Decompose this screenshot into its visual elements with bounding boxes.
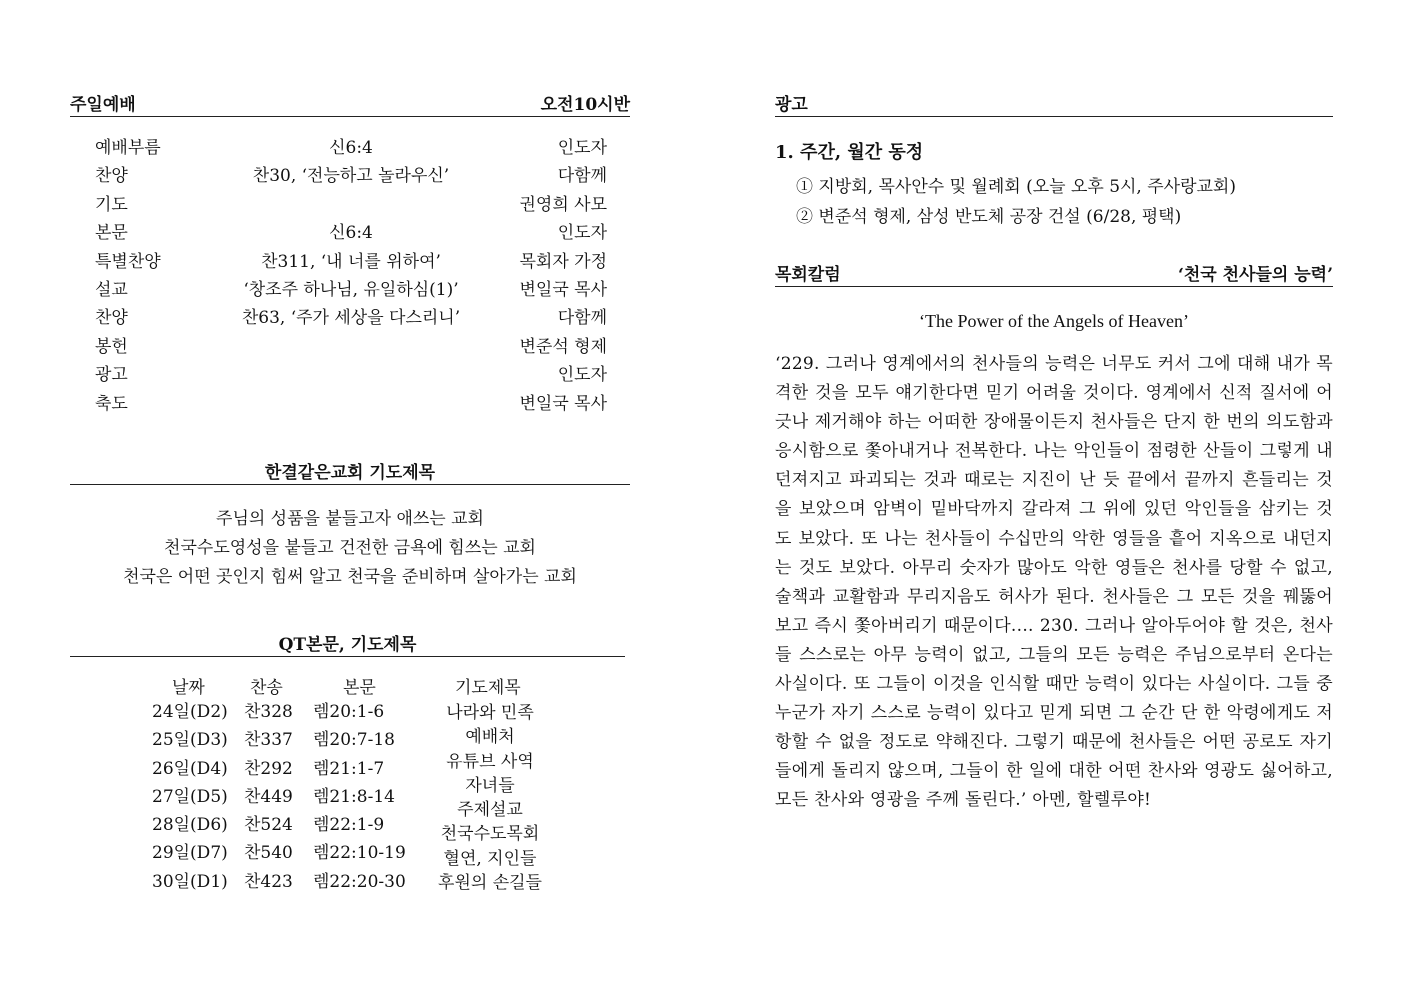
column-label: 목회칼럼 <box>775 265 841 285</box>
qt-hymn: 찬337 <box>244 730 293 751</box>
service-row-name: 본문 <box>95 223 128 244</box>
qt-hymn: 찬524 <box>244 815 293 836</box>
qt-text: 렘20:7-18 <box>313 730 395 751</box>
qt-header-text: 본문 <box>343 678 376 698</box>
service-row-leader: 권영희 사모 <box>519 194 607 215</box>
service-row-name: 봉헌 <box>95 336 128 357</box>
service-row-leader: 다함께 <box>557 166 607 187</box>
service-time: 오전10시반 <box>540 95 630 115</box>
service-row-leader: 인도자 <box>557 138 607 158</box>
qt-prayer-item: 나라와 민족 <box>446 703 534 723</box>
service-row-name: 특별찬양 <box>95 251 161 272</box>
service-row-leader: 변일국 목사 <box>519 393 607 414</box>
qt-header-prayer: 기도제목 <box>455 678 521 698</box>
qt-header-hymn: 찬송 <box>250 678 283 698</box>
column-title-kr: ‘천국 천사들의 능력’ <box>1177 265 1333 285</box>
service-row-content: 찬63, ‘주가 세상을 다스리니’ <box>241 308 461 329</box>
qt-date: 29일(D7) <box>152 843 228 864</box>
service-row <box>95 218 607 246</box>
qt-prayer-item: 자녀들 <box>465 775 515 796</box>
qt-hymn: 찬423 <box>244 871 293 892</box>
qt-text: 렘22:10-19 <box>313 843 406 864</box>
ads-heading: 1. 주간, 월간 동정 <box>775 142 924 163</box>
qt-hymn: 찬292 <box>244 758 293 779</box>
service-row-content: 찬30, ‘전능하고 놀라우신’ <box>252 166 450 187</box>
service-row <box>95 190 607 218</box>
qt-text: 렘21:1-7 <box>313 758 385 779</box>
service-row-name: 예배부름 <box>95 138 161 158</box>
qt-prayer-item: 후원의 손길들 <box>438 873 542 894</box>
service-row-name: 기도 <box>95 194 128 215</box>
qt-prayer-item: 유튜브 사역 <box>446 751 534 772</box>
service-row-name: 찬양 <box>95 166 128 187</box>
service-row-name: 설교 <box>95 280 128 300</box>
service-header <box>70 94 630 117</box>
service-title: 주일예배 <box>70 95 136 115</box>
qt-text: 렘22:20-30 <box>313 871 406 892</box>
qt-texts-column <box>313 698 406 896</box>
qt-prayer-item: 예배처 <box>465 727 515 748</box>
qt-date: 25일(D3) <box>152 730 228 751</box>
qt-prayer-item: 혈연, 지인들 <box>443 848 537 869</box>
prayer-header <box>70 462 630 485</box>
service-row <box>95 161 607 189</box>
service-row <box>95 275 607 303</box>
qt-hymn: 찬449 <box>244 786 293 807</box>
qt-hymn: 찬540 <box>244 843 293 864</box>
service-row-content: 신6:4 <box>329 138 373 158</box>
ads-header <box>775 94 1333 117</box>
service-row <box>95 133 607 161</box>
column-body: ‘229. 그러나 영계에서의 천사들의 능력은 너무도 커서 그에 대해 내가 목격한 것을 모두 얘기한다면 믿기 어려울 것이다. 영계에서 신적 질서에 어긋나 제거해야 하는 어떠한 장애물이든지 천사들은 단지 한 번의 의도함과 응시함으로 쫓아내거나 전복한다. 나는 악인들이 점령한 산들이 그렇게 내던져지고 파괴되는 것과 때로는 지진이 난 듯 끝에서 끝까지 흔들리는 것을 보았으며 암벽이 밑바닥까지 갈라져 그 위에 있던 악인들을 삼키는 것도 보았다. 또 나는 천사들이 수십만의 악한 영들을 흩어 지옥으로 내던지는 것도 보았다. 아무리 숫자가 많아도 악한 영들은 천사를 당할 수 없고, 술책과 교활함과 무리지음도 허사가 된다. 천사들은 그 모든 것을 꿰뚫어보고 즉시 쫓아버리기 때문이다.... 230. 그러나 알아두어야 할 것은, 천사들 스스로는 아무 능력이 없고, 그들의 모든 능력은 주님으로부터 온다는 사실이다. 또 그들이 이것을 인식할 때만 능력이 있다는 사실이다. 그들 중 누군가 자기 스스로 능력이 있다고 믿게 되면 그 순간 단 한 악령에게도 저항할 수 없을 정도로 약해진다. 그렇기 때문에 천사들은 어떤 공로도 자기들에게 돌리지 않으며, 그들이 한 일에 대한 어떤 찬사와 영광도 싫어하고, 모든 찬사와 영광을 주께 돌린다.’ 아멘, 할렐루야! <box>775 354 1333 811</box>
qt-header-date: 날짜 <box>172 678 205 698</box>
qt-hymn: 찬328 <box>244 702 293 722</box>
qt-prayer-item: 천국수도목회 <box>440 824 540 845</box>
column-title-en: ‘The Power of the Angels of Heaven’ <box>919 311 1189 331</box>
service-row-leader: 목회자 가정 <box>519 251 607 272</box>
service-row <box>95 247 607 275</box>
service-row-name: 축도 <box>95 393 128 414</box>
qt-dates-column <box>152 698 228 896</box>
qt-text: 렘20:1-6 <box>313 702 385 722</box>
qt-text: 렘21:8-14 <box>313 786 395 807</box>
qt-date: 27일(D5) <box>152 786 228 807</box>
service-row <box>95 332 607 360</box>
service-row-leader: 변준석 형제 <box>519 336 607 357</box>
qt-date: 26일(D4) <box>152 758 228 779</box>
ads-title: 광고 <box>775 95 808 115</box>
column-header <box>775 264 1333 287</box>
service-row <box>95 360 607 388</box>
qt-header <box>70 634 625 657</box>
qt-date: 28일(D6) <box>152 815 228 836</box>
service-row-leader: 다함께 <box>557 308 607 329</box>
qt-hymns-column <box>244 698 293 896</box>
service-row-content: 찬311, ‘내 너를 위하여’ <box>261 251 441 272</box>
qt-date: 30일(D1) <box>152 871 228 892</box>
qt-date: 24일(D2) <box>152 702 228 722</box>
qt-title: QT본문, 기도제목 <box>278 635 417 655</box>
qt-prayers-column <box>420 701 560 895</box>
service-row <box>95 303 607 331</box>
service-row-leader: 인도자 <box>557 365 607 386</box>
service-row-content: ‘창조주 하나님, 유일하심(1)’ <box>243 280 459 300</box>
service-row-leader: 변일국 목사 <box>519 280 607 300</box>
prayer-line-1: 주님의 성품을 붙들고자 애쓰는 교회 <box>216 509 484 529</box>
prayer-line-2: 천국수도영성을 붙들고 건전한 금욕에 힘쓰는 교회 <box>164 538 536 558</box>
service-row-leader: 인도자 <box>557 223 607 244</box>
ad-item-2: ② 변준석 형제, 삼성 반도체 공장 건설 (6/28, 평택) <box>796 207 1182 227</box>
service-row <box>95 389 607 417</box>
qt-text: 렘22:1-9 <box>313 815 385 836</box>
qt-prayer-item: 주제설교 <box>457 800 523 821</box>
prayer-line-3: 천국은 어떤 곳인지 힘써 알고 천국을 준비하며 살아가는 교회 <box>123 567 577 587</box>
service-row-name: 찬양 <box>95 308 128 329</box>
ad-item-1: ① 지방회, 목사안수 및 월례회 (오늘 오후 5시, 주사랑교회) <box>796 177 1236 197</box>
service-row-name: 광고 <box>95 365 128 386</box>
service-row-content: 신6:4 <box>329 223 373 244</box>
prayer-title: 한결같은교회 기도제목 <box>264 463 436 483</box>
